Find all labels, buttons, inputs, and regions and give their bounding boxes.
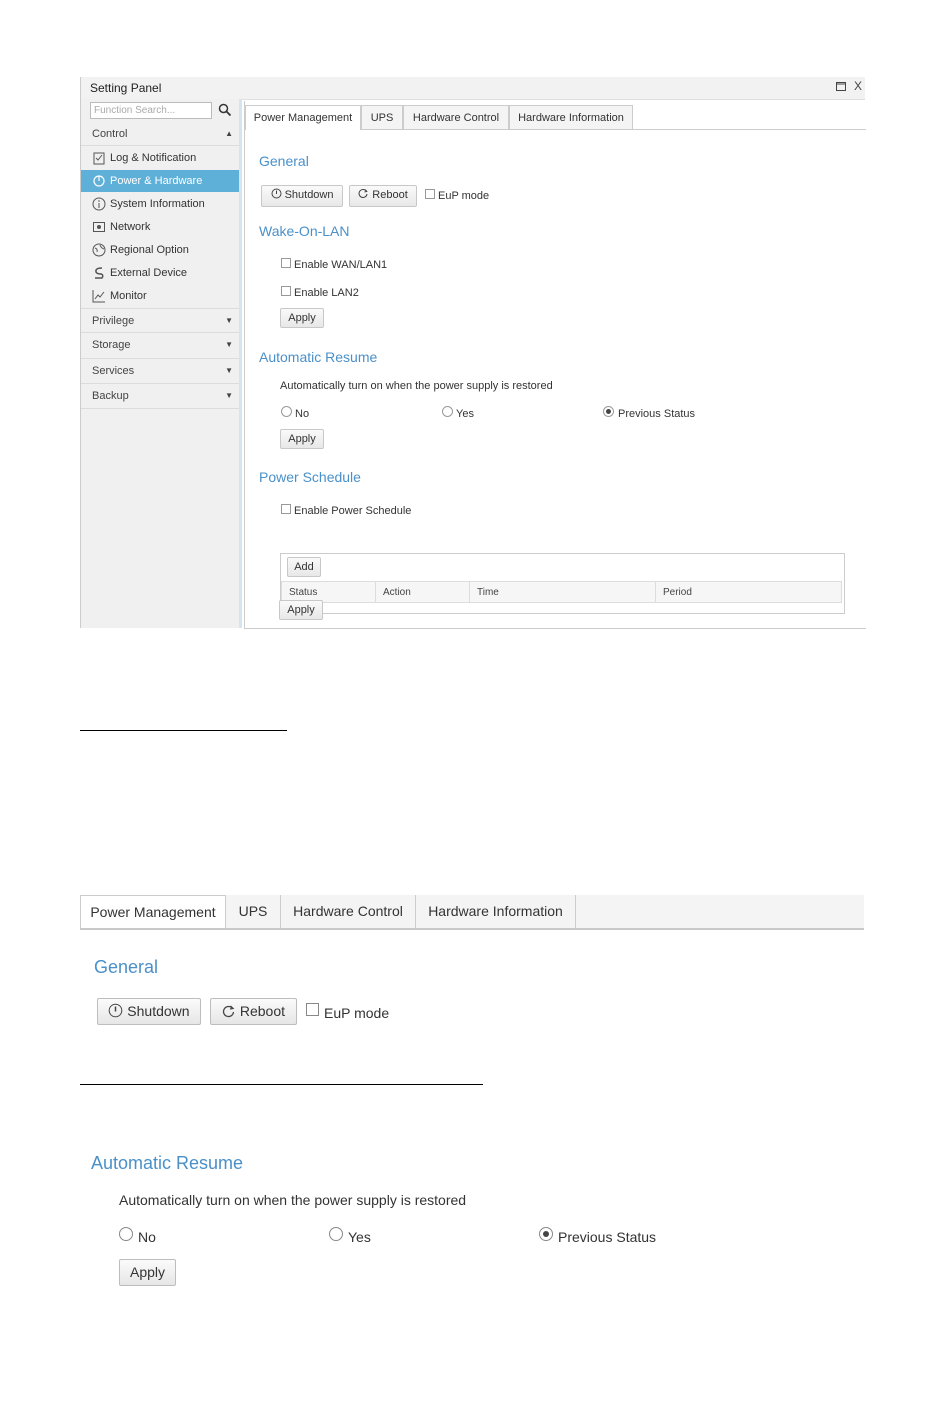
enable-wan-lan1-label: Enable WAN/LAN1 [294,259,388,271]
divider [80,730,287,731]
sidebar-item-regional-option[interactable] [81,239,239,261]
zoomed-eup-mode-label: EuP mode [324,1005,390,1021]
divider [80,1084,483,1085]
sidebar-item-network[interactable] [81,216,239,238]
reboot-label: Reboot [372,189,408,201]
power-icon [271,189,282,201]
search-icon[interactable] [218,103,232,117]
sidebar-section-storage[interactable] [81,333,239,359]
shutdown-label: Shutdown [284,189,334,201]
resume-apply-button[interactable]: Apply [280,429,324,449]
sidebar-item-external-device[interactable] [81,262,239,284]
section-label: Services [92,365,135,377]
zoomed-resume-no-radio[interactable] [119,1227,133,1241]
section-label: Privilege [92,315,135,327]
zoomed-eup-mode-checkbox[interactable] [306,1003,319,1016]
resume-no-radio[interactable] [281,406,292,417]
zoomed-resume-previous-status-label: Previous Status [558,1229,657,1245]
refresh-icon [358,189,369,201]
reboot-button[interactable] [349,185,417,207]
sidebar-item-label: Network [110,221,151,233]
sidebar-item-label: Power & Hardware [110,175,203,187]
sidebar-item-monitor[interactable] [81,285,239,307]
eup-mode-label: EuP mode [438,190,490,202]
zoomed-resume-yes-label: Yes [348,1229,371,1245]
enable-power-schedule-checkbox[interactable] [281,504,291,514]
log-icon [92,151,106,165]
sidebar-section-privilege[interactable] [81,308,239,333]
column-period[interactable]: Period [656,581,842,603]
column-time[interactable]: Time [470,581,656,603]
tab-ups[interactable]: UPS [361,105,403,129]
reboot-label: Reboot [239,1003,286,1019]
zoomed-resume-yes-radio[interactable] [329,1227,343,1241]
section-label: Storage [92,339,131,351]
resume-description: Automatically turn on when the power supply is restored [280,380,553,392]
globe-icon [92,243,106,257]
resume-previous-status-label: Previous Status [618,408,696,420]
power-icon [92,174,106,188]
sidebar-item-power-hardware[interactable] [81,170,239,192]
resume-heading: Automatic Resume [259,349,378,365]
tab-hardware-information[interactable]: Hardware Information [509,105,633,129]
enable-wan-lan1-checkbox[interactable] [281,258,291,268]
enable-lan2-label: Enable LAN2 [294,287,359,299]
power-icon [108,1003,123,1019]
zoomed-resume-no-label: No [138,1229,156,1245]
chevron-down-icon: ▼ [225,366,233,375]
zoomed-reboot-button[interactable] [210,998,297,1025]
sidebar-item-label: Log & Notification [110,152,197,164]
section-label: Backup [92,390,129,402]
sidebar-item-label: Monitor [110,290,147,302]
chart-icon [92,289,106,303]
wol-heading: Wake-On-LAN [259,223,350,239]
title-bar [81,77,865,100]
network-icon [92,220,106,234]
shutdown-label: Shutdown [127,1003,190,1019]
sidebar-section-services[interactable] [81,359,239,384]
sidebar-item-log-notification[interactable] [81,147,239,169]
sidebar-section-control[interactable] [81,122,239,146]
sidebar-item-label: Regional Option [110,244,189,256]
refresh-icon [222,1003,236,1019]
resume-yes-radio[interactable] [442,406,453,417]
schedule-apply-button[interactable]: Apply [279,600,323,620]
zoomed-resume-apply-button[interactable]: Apply [119,1259,176,1286]
chevron-down-icon: ▼ [225,316,233,325]
eup-mode-checkbox[interactable] [425,189,435,199]
chevron-down-icon: ▼ [225,391,233,400]
tab-power-management[interactable]: Power Management [80,895,226,928]
sidebar-item-label: External Device [110,267,188,279]
setting-panel-window [80,77,865,628]
add-schedule-button[interactable]: Add [287,557,321,577]
tab-hardware-information[interactable]: Hardware Information [416,895,576,928]
content-panel [244,101,866,629]
section-label: Control [92,128,128,140]
info-icon [92,197,106,211]
zoomed-resume-previous-status-radio[interactable] [539,1227,553,1241]
chevron-up-icon: ▲ [225,129,233,138]
sidebar-section-backup[interactable] [81,384,239,409]
general-heading: General [259,153,309,169]
tab-power-management[interactable]: Power Management [245,105,361,130]
zoomed-shutdown-button[interactable] [97,998,201,1025]
close-button[interactable]: X [854,79,863,93]
usb-icon [92,266,106,280]
schedule-heading: Power Schedule [259,469,361,485]
resume-yes-label: Yes [456,408,474,420]
tab-hardware-control[interactable]: Hardware Control [281,895,416,928]
column-action[interactable]: Action [376,581,470,603]
sidebar-item-label: System Information [110,198,205,210]
enable-lan2-checkbox[interactable] [281,286,291,296]
wol-apply-button[interactable]: Apply [280,308,324,328]
resume-no-label: No [295,408,310,420]
zoomed-resume-heading: Automatic Resume [91,1153,244,1173]
schedule-table [280,553,845,614]
enable-power-schedule-label: Enable Power Schedule [294,505,412,517]
search-input[interactable]: Function Search... [90,102,212,119]
tab-ups[interactable]: UPS [226,895,281,928]
tab-hardware-control[interactable]: Hardware Control [403,105,509,129]
zoomed-resume-description: Automatically turn on when the power supply is restored [119,1192,467,1208]
tab-bar [245,105,866,130]
window-title: Setting Panel [90,81,162,95]
maximize-icon[interactable] [836,80,846,94]
zoomed-tab-bar [80,895,864,930]
chevron-down-icon: ▼ [225,340,233,349]
column-status[interactable]: Status [281,581,376,603]
zoomed-general-heading: General [94,957,159,977]
resume-previous-status-radio[interactable] [603,406,614,417]
sidebar-item-system-information[interactable] [81,193,239,215]
sidebar [81,99,242,628]
shutdown-button[interactable] [261,185,343,207]
